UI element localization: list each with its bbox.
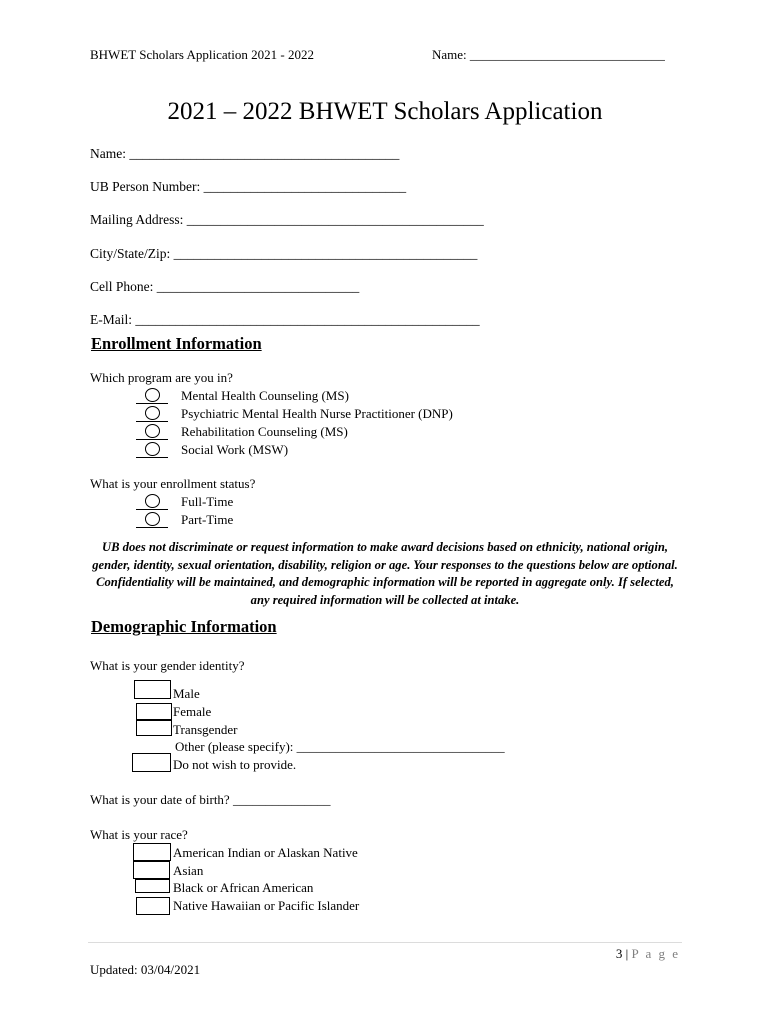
status-label: Part-Time <box>181 512 234 527</box>
program-label: Rehabilitation Counseling (MS) <box>181 424 348 439</box>
program-label: Mental Health Counseling (MS) <box>181 388 349 403</box>
race-question: What is your race? <box>90 827 188 842</box>
radio-underline <box>136 439 168 440</box>
race-checkbox[interactable] <box>133 843 171 861</box>
program-label: Social Work (MSW) <box>181 442 289 457</box>
program-radio[interactable] <box>145 442 160 456</box>
cell-phone-field[interactable]: Cell Phone: ______________________________ <box>90 279 360 294</box>
updated-date: Updated: 03/04/2021 <box>90 962 201 977</box>
gender-other-specify-field[interactable]: Other (please specify): ________________________________ <box>175 739 505 754</box>
program-radio[interactable] <box>145 406 160 420</box>
enrollment-status-question: What is your enrollment status? <box>90 476 256 491</box>
demographic-section-heading: Demographic Information <box>91 617 277 636</box>
program-radio[interactable] <box>145 424 160 438</box>
gender-label: Female <box>173 704 212 719</box>
footer-divider <box>88 942 682 943</box>
race-label: Native Hawaiian or Pacific Islander <box>173 898 360 913</box>
race-label: Black or African American <box>173 880 314 895</box>
date-of-birth-field[interactable]: What is your date of birth? _______________ <box>90 792 331 807</box>
email-field[interactable]: E-Mail: ___________________________________________________ <box>90 312 480 327</box>
status-radio[interactable] <box>145 494 160 508</box>
mailing-address-field[interactable]: Mailing Address: ____________________________________________ <box>90 212 484 227</box>
name-field[interactable]: Name: ________________________________________ <box>90 146 400 161</box>
status-label: Full-Time <box>181 494 234 509</box>
race-label: American Indian or Alaskan Native <box>173 845 358 860</box>
page-number-value: 3 <box>615 946 623 961</box>
program-question: Which program are you in? <box>90 370 233 385</box>
gender-label: Transgender <box>173 722 238 737</box>
gender-checkbox[interactable] <box>134 680 171 699</box>
gender-question: What is your gender identity? <box>90 658 245 673</box>
enrollment-section-heading: Enrollment Information <box>91 334 262 353</box>
gender-label: Male <box>173 686 200 701</box>
radio-underline <box>136 509 168 510</box>
gender-checkbox[interactable] <box>132 753 171 772</box>
race-checkbox[interactable] <box>135 879 170 893</box>
page-title: 2021 – 2022 BHWET Scholars Application <box>167 98 603 125</box>
race-label: Asian <box>173 863 204 878</box>
race-checkbox[interactable] <box>133 861 170 879</box>
city-state-zip-field[interactable]: City/State/Zip: _____________________________________________ <box>90 246 478 261</box>
gender-checkbox[interactable] <box>136 720 172 736</box>
gender-label: Do not wish to provide. <box>173 757 297 772</box>
non-discrimination-notice: UB does not discriminate or request information to make award decisions based on ethnicity, national origin, gender, identity, sexual orientation, disability, religion or age. Your responses to the questions below are optional. Confidentiality will be maintained, and demographic information will be reported in aggregate only. If selected, any required information will be collected at intake. <box>92 540 678 607</box>
radio-underline <box>136 527 168 528</box>
program-radio[interactable] <box>145 388 160 402</box>
radio-underline <box>136 457 168 458</box>
radio-underline <box>136 421 168 422</box>
status-radio[interactable] <box>145 512 160 526</box>
page-label: P a g e <box>631 946 680 961</box>
program-label: Psychiatric Mental Health Nurse Practitioner (DNP) <box>181 406 453 421</box>
radio-underline <box>136 403 168 404</box>
header-name-field[interactable]: Name: ______________________________ <box>432 47 665 62</box>
gender-checkbox[interactable] <box>136 703 172 720</box>
header-document-title: BHWET Scholars Application 2021 - 2022 <box>90 47 314 62</box>
page-number: 3 | P a g e <box>615 946 680 961</box>
race-checkbox[interactable] <box>136 897 170 915</box>
ub-person-number-field[interactable]: UB Person Number: ______________________________ <box>90 179 407 194</box>
